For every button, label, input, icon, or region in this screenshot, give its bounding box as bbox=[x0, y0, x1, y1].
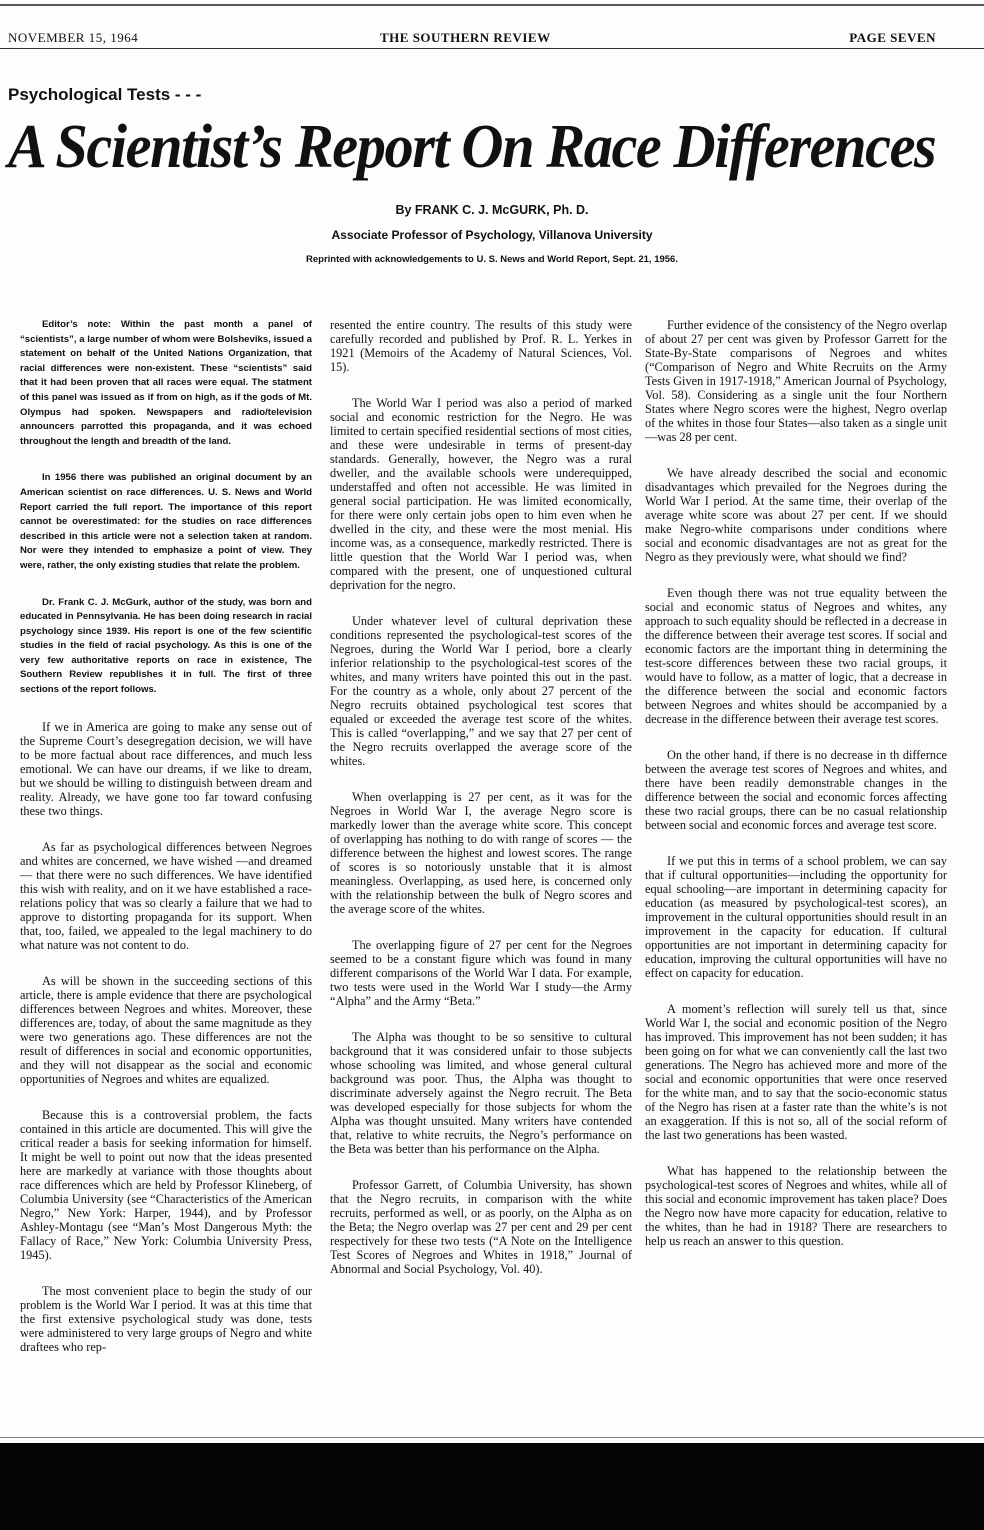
body-paragraph: We have already described the social and economic disadvantages which prevailed for the Negroes during the World War I period. At the same time, their overlap of the average white score was about 27 per cent. If we should make Negro-white comparisons under conditions where social and economic disadvantages are not as great for the Negro as they previously were, what should we find? bbox=[645, 466, 947, 564]
headline: A Scientist’s Report On Race Differences bbox=[8, 113, 936, 181]
body-paragraph: What has happened to the relationship between the psychological-test scores of Negroes and whites, while all of this social and economic improvement has taken place? Does the Negro now have more capacity for education, relative to the whites, than he had in 1918? There are researchers to help us reach an answer to this question. bbox=[645, 1164, 947, 1248]
newspaper-name: THE SOUTHERN REVIEW bbox=[380, 30, 551, 45]
scan-border bbox=[0, 1443, 984, 1530]
editors-note-paragraph: Editor’s note: Within the past month a panel of “scientists”, a large number of whom were Bolsheviks, issued a statement on behalf of the United Nations Organization, that racial differences were non-existent. These “scientists” said that it had been proven that all races were equal. The statment of this panel was issued as if from on high, as if the gods of Mt. Olympus had spoken. Newspapers and radio/television announcers parrotted this propaganda, and it was echoed throughout the length and breadth of the land. bbox=[20, 319, 312, 447]
editors-note bbox=[20, 318, 312, 698]
body-paragraph: Professor Garrett, of Columbia University, has shown that the Negro recruits, in comparison with the white recruits, performed as well, or as poorly, on the Alpha as on the Beta; the Negro overlap was 27 per cent and 29 per cent respectively for these two tests (“A Note on the Intelligence Test Scores of Negroes and Whites in 1918,” Journal of Abnormal and Social Psychology, Vol. 40). bbox=[330, 1178, 632, 1276]
body-paragraph: resented the entire country. The results of this study were carefully recorded and published by Prof. R. L. Yerkes in 1921 (Memoirs of the Academy of Natural Sciences, Vol. 15). bbox=[330, 318, 632, 374]
body-paragraph: As far as psychological differences between Negroes and whites are concerned, we have wished —and dreamed — that there were no such differences. We have identified this wish with reality, and on it we have established a race-relations policy that was so clearly a failure that we had to approve to distorting propaganda for its support. When that, too, failed, we appealed to the legal machinery to do what nature was not content to do. bbox=[20, 839, 312, 952]
body-paragraph: If we in America are going to make any sense out of the Supreme Court’s desegregation decision, we will have to be more factual about race differences, and much less emotional. We can have our dreams, if we like to dream, but we should be willing to distinguish between dream and reality. Already, we have gone too far toward confusing these two things. bbox=[20, 719, 312, 818]
byline-position: Associate Professor of Psychology, Villanova University bbox=[331, 228, 653, 242]
column-2 bbox=[330, 318, 632, 1298]
body-paragraph: The World War I period was also a period of marked social and economic restriction for the Negro. He was limited to certain specified residential sections of most cities, and these were undesirable in terms of present-day standards. Generally, however, the Negro was a rural dweller, and the available schools were underequipped, understaffed and often not accessible. He was limited in general social participation. He was limited economically, for there were only certain jobs open to him even when he dwelled in the city, and these were the most menial. His income was, as a consequence, markedly restricted. There is little question that the World War I period was, when compared with the present, one of unquestioned cultural deprivation for the negro. bbox=[330, 396, 632, 592]
editors-note-paragraph: In 1956 there was published an original document by an American scientist on race differences. U. S. News and World Report carried the full report. The importance of this report cannot be overestimated: for the studies on race differences described in this article were not a selection taken at random. Nor were they intended to emphasize a point of view. They were, rather, the only existing studies that relate the problem. bbox=[20, 472, 312, 571]
body-paragraph: A moment’s reflection will surely tell us that, since World War I, the social and economic position of the Negro has improved. This improvement has not been sudden; it has been going on for what we can conveniently call the last two generations. The Negro has achieved more and more of the social and economic opportunities that were once reserved for the white man, and to say that the socio-economic status of the Negro has risen at a faster rate than the white’s is not an exaggeration. If this is not so, all of the social reform of the last two generations has been wasted. bbox=[645, 1002, 947, 1142]
column-1 bbox=[20, 318, 312, 1376]
kicker: Psychological Tests - - - bbox=[8, 85, 202, 104]
page-number: PAGE SEVEN bbox=[849, 30, 936, 45]
body-paragraph: Even though there was not true equality between the social and economic status of Negroes and whites, any approach to such equality should be reflected in a decrease in the difference between their average test scores. If social and economic factors are the important thing in determining the test-score differences between these two racial groups, it would have to follow, as a matter of logic, that a decrease in the difference between the social and economic factors between Negroes and whites should be accompanied by a decrease in the difference between their average test scores. bbox=[645, 586, 947, 726]
bottom-rule bbox=[0, 1437, 984, 1438]
body-paragraph: Under whatever level of cultural deprivation these conditions represented the psychological-test scores of the Negroes, during the World War I period, bore a clearly inferior relationship to the psychological-test scores of the whites, and many writers have pointed this out in the past. For the country as a whole, only about 27 percent of the Negro recruits obtained psychological test scores that equaled or exceeded the average test score of the whites. This is called “overlapping,” and we say that 27 per cent of the Negro recruits overlapped the average score of the whites. bbox=[330, 614, 632, 768]
editors-note-paragraph: Dr. Frank C. J. McGurk, author of the study, was born and educated in Pennsylvania. He has been doing research in racial psychology since 1939. His report is one of the few scientific studies in the field of racial psychology. As this is one of the very few authoritative reports on race in existence, The Southern Review republishes it in full. The first of three sections of the report follows. bbox=[20, 596, 312, 696]
body-paragraph: The Alpha was thought to be so sensitive to cultural background that it was considered unfair to those subjects whose schooling was limited, and whose general cultural background was poor. Thus, the Alpha was thought to discriminate adversely against the Negro recruit. The Beta was developed especially for those subjects for whom the Alpha was thought unsuited. Many writers have contended that, relative to white recruits, the Negro’s performance on the Beta was better than his performance on the Alpha. bbox=[330, 1030, 632, 1156]
body-paragraph: The most convenient place to begin the study of our problem is the World War I period. It was at this time that the first extensive psychological study was done, tests were administered to very large groups of Negro and white draftees who rep- bbox=[20, 1283, 312, 1354]
body-paragraph: Further evidence of the consistency of the Negro overlap of about 27 per cent was given by Professor Garrett for the State-By-State comparisons of Negroes and whites (“Comparison of Negro and White Recruits on the Army Tests Given in 1917-1918,” American Journal of Psychology, Vol. 58). Considering as a single unit the four Northern States where Negro scores were the highest, Negro overlap of the whites in those four States—also taken as a single unit—was 28 per cent. bbox=[645, 318, 947, 444]
body-paragraph: When overlapping is 27 per cent, as it was for the Negroes in World War I, the average Negro score is markedly lower than the average white score. This concept of overlapping has nothing to do with range of scores — the difference between the highest and lowest scores. The range of scores is so notoriously unstable that it is almost meaningless. Overlapping, as used here, is concerned only with the relationship between the bulk of Negro scores and the average score of the whites. bbox=[330, 790, 632, 916]
header-rule bbox=[0, 48, 984, 49]
body-paragraph: On the other hand, if there is no decrease in th differnce between the average test scores of Negroes and whites, and there have been readily demonstrable changes in the difference between the social and economic forces affecting these two racial groups, there can be no casual relationship between social and economic forces and average test score. bbox=[645, 748, 947, 832]
issue-date: NOVEMBER 15, 1964 bbox=[8, 30, 139, 45]
byline-author: By FRANK C. J. McGURK, Ph. D. bbox=[395, 203, 589, 217]
body-paragraph: The overlapping figure of 27 per cent for the Negroes seemed to be a constant figure which was found in many different comparisons of the World War I data. For example, two tests were used in the World War I study—the Army “Alpha” and the Army “Beta.” bbox=[330, 938, 632, 1008]
body-paragraph: Because this is a controversial problem, the facts contained in this article are documented. This will give the critical reader a basis for seeking information for himself. It might be well to point out now that the ideas presented here are markedly at variance with those thoughts about race differences which are held by Professor Klineberg, of Columbia University (see “Characteristics of the American Negro,” New York: Harper, 1944), and by Professor Ashley-Montagu (see “Man’s Most Dangerous Myth: the Fallacy of Race,” New York: Columbia University Press, 1945). bbox=[20, 1107, 312, 1262]
top-rule bbox=[0, 4, 984, 6]
reprint-note: Reprinted with acknowledgements to U. S. News and World Report, Sept. 21, 1956. bbox=[306, 254, 678, 265]
column-3 bbox=[645, 318, 947, 1270]
body-paragraph: If we put this in terms of a school problem, we can say that if cultural opportunities—including the opportunity for equal schooling—are important in determining capacity for education (as measured by psychological-test scores), an improvement in the cultural opportunities should result in an improvement in the capacity for education. If cultural opportunities are not important in determining capacity for education, improving the cultural opportunities will have no effect on capacity for education. bbox=[645, 854, 947, 980]
body-paragraph: As will be shown in the succeeding sections of this article, there is ample evidence that there are psychological differences between Negroes and whites. Moreover, these differences are, today, of about the same magnitude as they were two generations ago. These differences are not the result of differences in social and economic opportunities, and they will not disappear as the social and economic opportunities of Negroes and whites are equalized. bbox=[20, 973, 312, 1086]
